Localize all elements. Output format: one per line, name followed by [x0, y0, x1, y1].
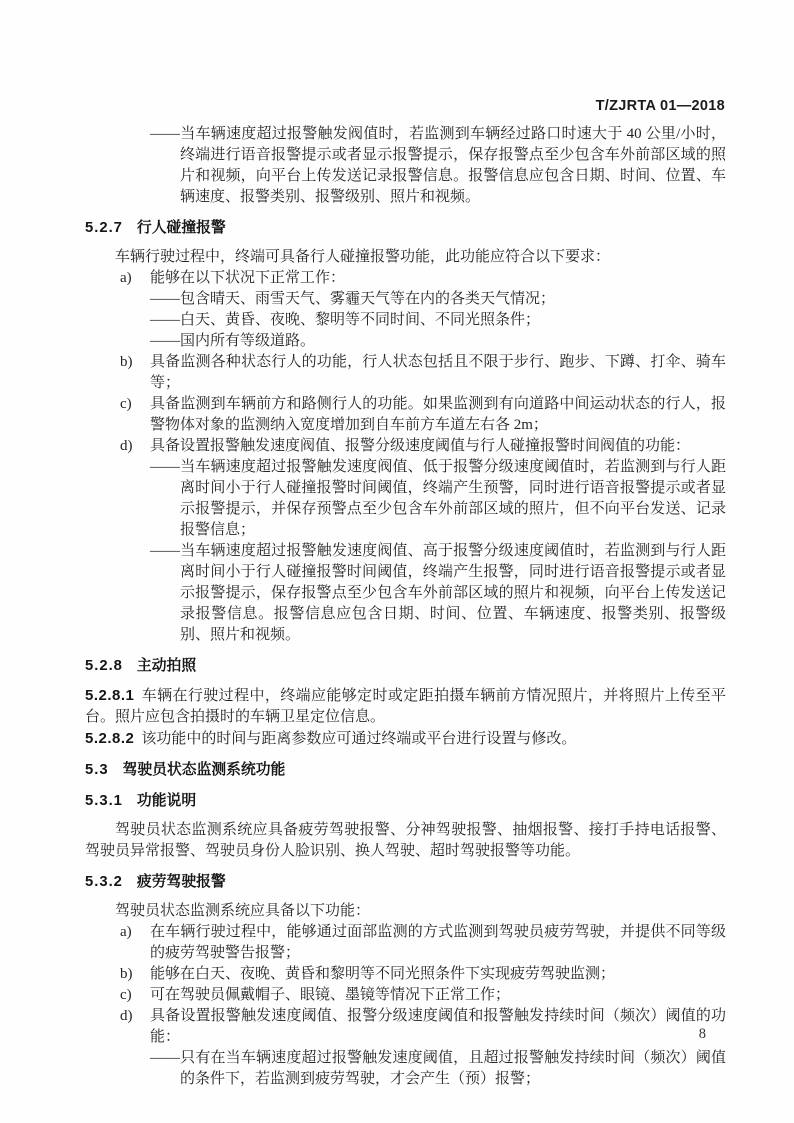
clause-number: 5.2.8.1: [85, 687, 135, 704]
list-item-label: d): [120, 438, 133, 454]
list-item-label: b): [120, 354, 133, 370]
section-title: 行人碰撞报警: [136, 220, 226, 236]
list-item-text: 可在驾驶员佩戴帽子、眼镜、墨镜等情况下正常工作；: [150, 987, 511, 1003]
list-item-a: [85, 268, 726, 289]
list-item-text: 能够在白天、夜晚、黄昏和黎明等不同光照条件下实现疲劳驾驶监测；: [150, 966, 616, 982]
list-item-text: 在车辆行驶过程中，能够通过面部监测的方式监测到驾驶员疲劳驾驶，并提供不同等级的疲劳驾驶警告报警；: [150, 924, 726, 961]
clause-paragraph: [85, 685, 726, 728]
dash-item: ——国内所有等级道路。: [150, 333, 316, 349]
list-item-text: 能够在以下状况下正常工作：: [150, 270, 346, 286]
section-number: 5.2.8: [85, 658, 123, 674]
list-item-text: 具备设置报警触发速度阈值、报警分级速度阈值和报警触发持续时间（频次）阈值的功能：: [150, 1008, 726, 1045]
carryover-dash-item: ——当车辆速度超过报警触发阀值时，若监测到车辆经过路口时速大于 40 公里/小时，终端进行语音报警提示或者显示报警提示，保存报警点至少包含车外前部区域的照片和视频，向平台上传发送记录报警信息。报警信息应包含日期、时间、位置、车辆速度、报警类别、报警级别、照片和视频。: [150, 126, 726, 205]
section-5-2-7-intro: 车辆行驶过程中，终端可具备行人碰撞报警功能，此功能应符合以下要求：: [115, 249, 611, 265]
list-item-label: d): [120, 1008, 133, 1024]
section-title: 驾驶员状态监测系统功能: [122, 762, 286, 778]
list-item-d: [85, 1006, 726, 1048]
section-5-3-2-intro: 驾驶员状态监测系统应具备以下功能：: [115, 903, 371, 919]
section-title: 疲劳驾驶报警: [136, 874, 226, 890]
clause-number: 5.2.8.2: [85, 730, 135, 747]
clause-paragraph: [85, 728, 726, 750]
list-item-label: a): [120, 924, 132, 940]
doc-code: T/ZJRTA 01—2018: [595, 98, 725, 114]
dash-item: ——包含晴天、雨雪天气、雾霾天气等在内的各类天气情况；: [150, 291, 556, 307]
section-number: 5.3: [85, 762, 109, 778]
list-item-text: 具备监测各种状态行人的功能，行人状态包括且不限于步行、跑步、下蹲、打伞、骑车等；: [150, 354, 726, 391]
section-number: 5.3.2: [85, 874, 123, 890]
section-title: 功能说明: [136, 793, 197, 809]
list-item-label: b): [120, 966, 133, 982]
dash-item: ——当车辆速度超过报警触发速度阀值、低于报警分级速度阈值时，若监测到与行人距离时间小于行人碰撞报警时间阈值，终端产生预警，同时进行语音报警提示或者显示报警提示，并保存预警点至少包含车外前部区域的照片，但不向平台发送、记录报警信息；: [150, 459, 726, 538]
list-item-d: [85, 436, 726, 457]
section-heading-5-3: [85, 760, 726, 781]
list-item-text: 具备监测到车辆前方和路侧行人的功能。如果监测到有向道路中间运动状态的行人，报警物体对象的监测纳入宽度增加到自车前方车道左右各 2m；: [150, 396, 726, 433]
list-item-c: [85, 394, 726, 436]
list-item-text: 具备设置报警触发速度阀值、报警分级速度阈值与行人碰撞报警时间阀值的功能：: [150, 438, 691, 454]
section-heading-5-2-7: [85, 218, 726, 239]
dash-item: ——当车辆速度超过报警触发速度阀值、高于报警分级速度阈值时，若监测到与行人距离时间小于行人碰撞报警时间阈值，终端产生报警，同时进行语音报警提示或者显示报警提示，保存报警点至少包含车外前部区域的照片和视频，向平台上传发送记录报警信息。报警信息应包含日期、时间、位置、车辆速度、报警类别、报警级别、照片和视频。: [150, 543, 726, 643]
section-heading-5-2-8: [85, 656, 726, 677]
list-item-label: a): [120, 270, 132, 286]
dash-item: ——白天、黄昏、夜晚、黎明等不同时间、不同光照条件；: [150, 312, 541, 328]
list-item-c: [85, 985, 726, 1006]
section-heading-5-3-2: [85, 872, 726, 893]
list-item-a: [85, 922, 726, 964]
page-number: 8: [698, 1026, 706, 1042]
clause-text: 该功能中的时间与距离参数应可通过终端或平台进行设置与修改。: [141, 731, 577, 747]
document-body: [85, 124, 726, 1090]
clause-text: 车辆在行驶过程中，终端应能够定时或定距拍摄车辆前方情况照片，并将照片上传至平台。照片应包含拍摄时的车辆卫星定位信息。: [85, 688, 726, 725]
list-item-b: [85, 964, 726, 985]
section-5-3-1-paragraph: 驾驶员状态监测系统应具备疲劳驾驶报警、分神驾驶报警、抽烟报警、接打手持电话报警、驾驶员异常报警、驾驶员身份人脸识别、换人驾驶、超时驾驶报警等功能。: [85, 822, 726, 859]
dash-item: ——只有在当车辆速度超过报警触发速度阈值，且超过报警触发持续时间（频次）阈值的条件下，若监测到疲劳驾驶，才会产生（预）报警；: [150, 1050, 726, 1087]
section-heading-5-3-1: [85, 791, 726, 812]
section-number: 5.3.1: [85, 793, 123, 809]
list-item-label: c): [120, 987, 132, 1003]
list-item-b: [85, 352, 726, 394]
section-number: 5.2.7: [85, 220, 123, 236]
list-item-label: c): [120, 396, 132, 412]
section-title: 主动拍照: [136, 658, 197, 674]
